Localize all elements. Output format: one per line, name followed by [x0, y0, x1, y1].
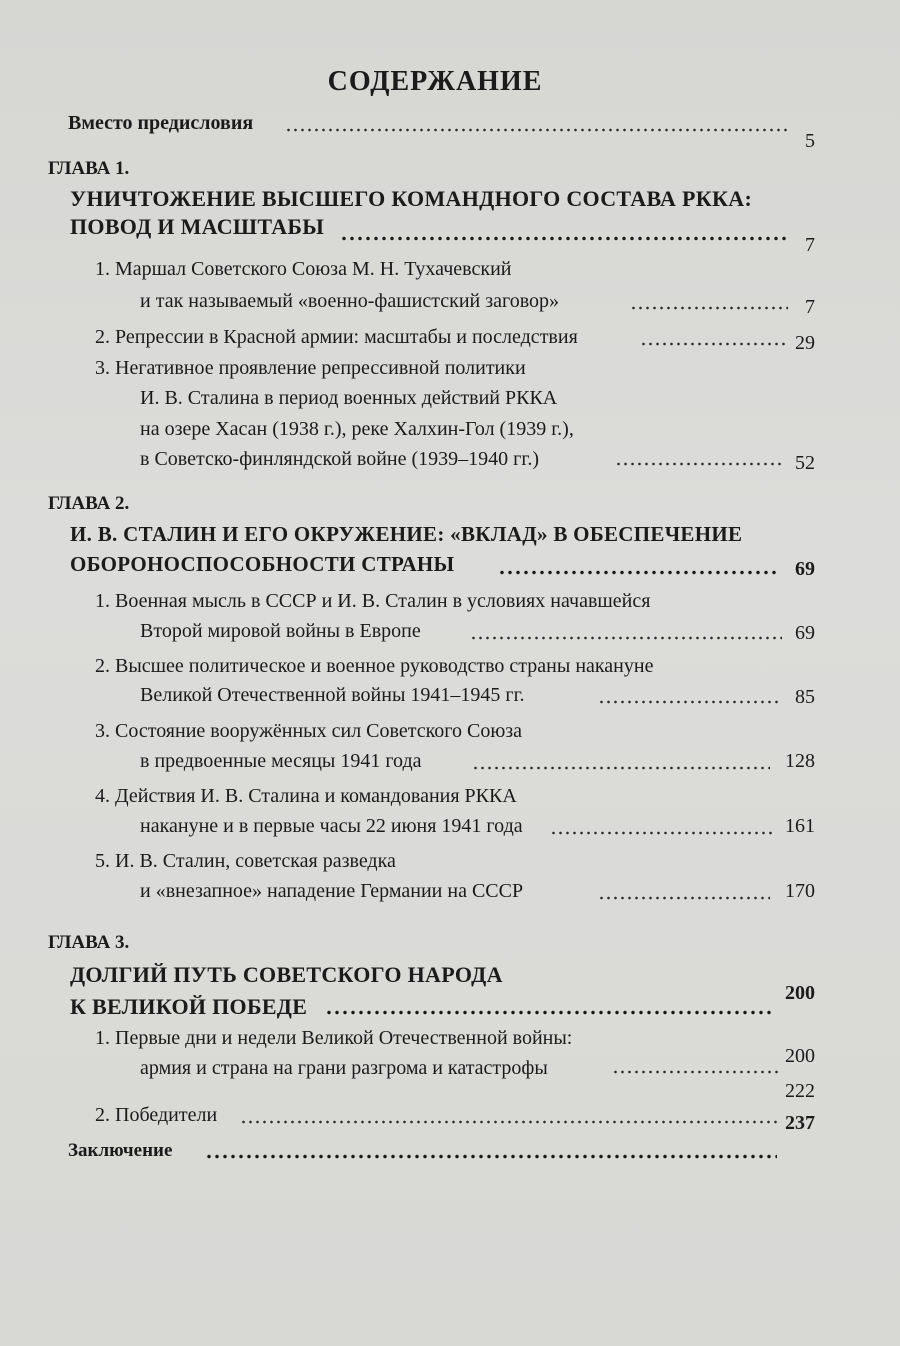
ch1-item2-page: 29 — [795, 332, 815, 354]
ch1-item3-line1: 3. Негативное проявление репрессивной политики — [95, 357, 526, 379]
chapter2-title-line2: ОБОРОНОСПОСОБНОСТИ СТРАНЫ — [70, 552, 455, 576]
preface-page: 5 — [805, 130, 815, 152]
conclusion-leader — [205, 1154, 777, 1159]
ch1-item3-line2: И. В. Сталина в период военных действий РККА — [140, 387, 558, 409]
ch2-item5-line2: и «внезапное» нападение Германии на СССР — [140, 880, 524, 902]
ch1-item1-line1: 1. Маршал Советского Союза М. Н. Тухачевский — [95, 258, 512, 280]
chapter1-title-line1: УНИЧТОЖЕНИЕ ВЫСШЕГО КОМАНДНОГО СОСТАВА РККА: — [70, 186, 753, 211]
chapter3-leader — [325, 1010, 775, 1015]
conclusion-label: Заключение — [68, 1140, 173, 1161]
chapter2-page: 69 — [795, 558, 815, 580]
ch3-item2-leader — [240, 1120, 780, 1124]
toc-title: СОДЕРЖАНИЕ — [327, 66, 543, 97]
ch3-item2-line1: 2. Победители — [95, 1104, 218, 1126]
conclusion-page: 237 — [785, 1112, 815, 1134]
ch2-item3-line2: в предвоенные месяцы 1941 года — [140, 750, 422, 772]
ch2-item2-line1: 2. Высшее политическое и военное руководство страны накануне — [95, 655, 654, 677]
ch1-item1-line2: и так называемый «военно-фашистский заговор» — [140, 290, 560, 312]
chapter3-page: 200 — [785, 982, 815, 1004]
chapter1-title-line2: ПОВОД И МАСШТАБЫ — [70, 214, 325, 239]
chapter1-page: 7 — [805, 234, 815, 256]
ch2-item5-line1: 5. И. В. Сталин, советская разведка — [95, 850, 396, 872]
ch2-item4-line1: 4. Действия И. В. Сталина и командования РККА — [95, 785, 517, 807]
ch2-item4-leader — [550, 831, 775, 835]
chapter1-label: ГЛАВА 1. — [48, 158, 130, 179]
ch2-item1-line2: Второй мировой войны в Европе — [140, 620, 421, 642]
ch1-item1-leader — [630, 306, 788, 310]
ch2-item3-line1: 3. Состояние вооружённых сил Советского Союза — [95, 720, 523, 742]
preface-leader — [285, 128, 790, 132]
ch3-item1-leader — [612, 1070, 780, 1074]
chapter1-leader — [340, 236, 790, 241]
chapter3-label: ГЛАВА 3. — [48, 932, 130, 953]
ch2-item1-line1: 1. Военная мысль в СССР и И. В. Сталин в условиях начавшейся — [95, 590, 651, 612]
ch1-item3-line3: на озере Хасан (1938 г.), реке Халхин-Гол (1939 г.), — [140, 418, 574, 440]
chapter3-title-line2: К ВЕЛИКОЙ ПОБЕДЕ — [70, 994, 308, 1019]
preface-label: Вместо предисловия — [68, 112, 254, 134]
ch1-item1-page: 7 — [805, 296, 815, 318]
ch1-item3-page: 52 — [795, 452, 815, 474]
ch2-item1-leader — [470, 636, 782, 640]
ch3-item2-page: 222 — [785, 1080, 815, 1102]
ch1-item3-line4: в Советско-финляндской войне (1939–1940 гг.) — [140, 448, 539, 470]
ch1-item2-leader — [640, 342, 785, 346]
ch2-item4-page: 161 — [785, 815, 815, 837]
ch2-item4-line2: накануне и в первые часы 22 июня 1941 года — [140, 815, 523, 837]
ch2-item2-line2: Великой Отечественной войны 1941–1945 гг. — [140, 684, 525, 706]
ch2-item2-page: 85 — [795, 686, 815, 708]
ch2-item2-leader — [598, 700, 782, 704]
ch2-item3-page: 128 — [785, 750, 815, 772]
ch2-item1-page: 69 — [795, 622, 815, 644]
chapter2-leader — [498, 570, 776, 575]
ch2-item3-leader — [472, 766, 770, 770]
ch2-item5-leader — [598, 896, 770, 900]
ch3-item1-line2: армия и страна на грани разгрома и катастрофы — [140, 1057, 548, 1079]
chapter2-label: ГЛАВА 2. — [48, 493, 130, 514]
ch1-item3-leader — [615, 462, 785, 466]
ch3-item1-line1: 1. Первые дни и недели Великой Отечественной войны: — [95, 1027, 573, 1049]
ch2-item5-page: 170 — [785, 880, 815, 902]
chapter2-title-line1: И. В. СТАЛИН И ЕГО ОКРУЖЕНИЕ: «ВКЛАД» В ОБЕСПЕЧЕНИЕ — [70, 522, 743, 546]
ch3-item1-page: 200 — [785, 1045, 815, 1067]
chapter3-title-line1: ДОЛГИЙ ПУТЬ СОВЕТСКОГО НАРОДА — [70, 962, 503, 987]
ch1-item2-line1: 2. Репрессии в Красной армии: масштабы и последствия — [95, 326, 578, 348]
